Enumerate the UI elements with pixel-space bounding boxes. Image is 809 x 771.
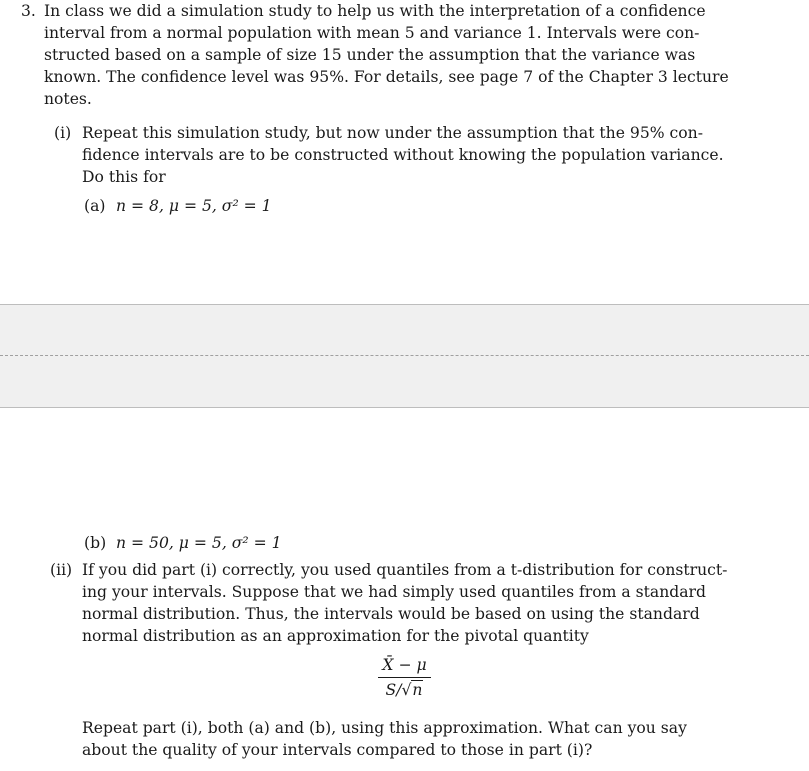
sub-a-label: (a) — [84, 197, 106, 215]
sub-a-params: n = 8, μ = 5, σ² = 1 — [116, 197, 272, 215]
problem-line-3: structed based on a sample of size 15 under the assumption that the variance was — [44, 46, 696, 64]
formula-denominator-root: n — [412, 681, 423, 699]
problem-number: 3. — [21, 2, 36, 20]
part-ii-line-1: If you did part (i) correctly, you used quantiles from a t-distribution for construct- — [82, 561, 728, 579]
formula-denominator — [0, 678, 809, 701]
part-i-text — [82, 122, 724, 188]
formula-denominator-left: S/ — [385, 681, 402, 699]
page-break-band — [0, 304, 809, 408]
part-ii-closing — [82, 717, 702, 761]
page-break-divider — [0, 355, 809, 356]
pivotal-formula — [0, 654, 809, 701]
part-i-line-3: Do this for — [82, 168, 166, 186]
part-i-line-2: fidence intervals are to be constructed without knowing the population variance. — [82, 146, 724, 164]
part-ii-closing-line-2: about the quality of your intervals compared to those in part (i)? — [82, 741, 593, 759]
part-ii-label: (ii) — [50, 561, 73, 579]
problem-line-4: known. The confidence level was 95%. For details, see page 7 of the Chapter 3 lecture — [44, 68, 729, 86]
sqrt-sign-icon: √ — [401, 681, 412, 699]
part-ii-closing-line-1: Repeat part (i), both (a) and (b), using this approximation. What can you say — [82, 719, 687, 737]
part-ii-text — [82, 559, 728, 647]
formula-numerator: X̄ − μ — [378, 654, 430, 678]
problem-line-5: notes. — [44, 90, 92, 108]
sub-b-label: (b) — [84, 534, 107, 552]
problem-line-1: In class we did a simulation study to help us with the interpretation of a confidence — [44, 2, 706, 20]
problem-line-2: interval from a normal population with mean 5 and variance 1. Intervals were con- — [44, 24, 700, 42]
sub-b-params: n = 50, μ = 5, σ² = 1 — [116, 534, 282, 552]
part-ii-line-4: normal distribution as an approximation for the pivotal quantity — [82, 627, 589, 645]
part-i-line-1: Repeat this simulation study, but now under the assumption that the 95% con- — [82, 124, 703, 142]
problem-text — [44, 0, 729, 110]
part-ii-line-2: ing your intervals. Suppose that we had simply used quantiles from a standard — [82, 583, 706, 601]
part-i-label: (i) — [54, 124, 72, 142]
part-ii-line-3: normal distribution. Thus, the intervals would be based on using the standard — [82, 605, 700, 623]
